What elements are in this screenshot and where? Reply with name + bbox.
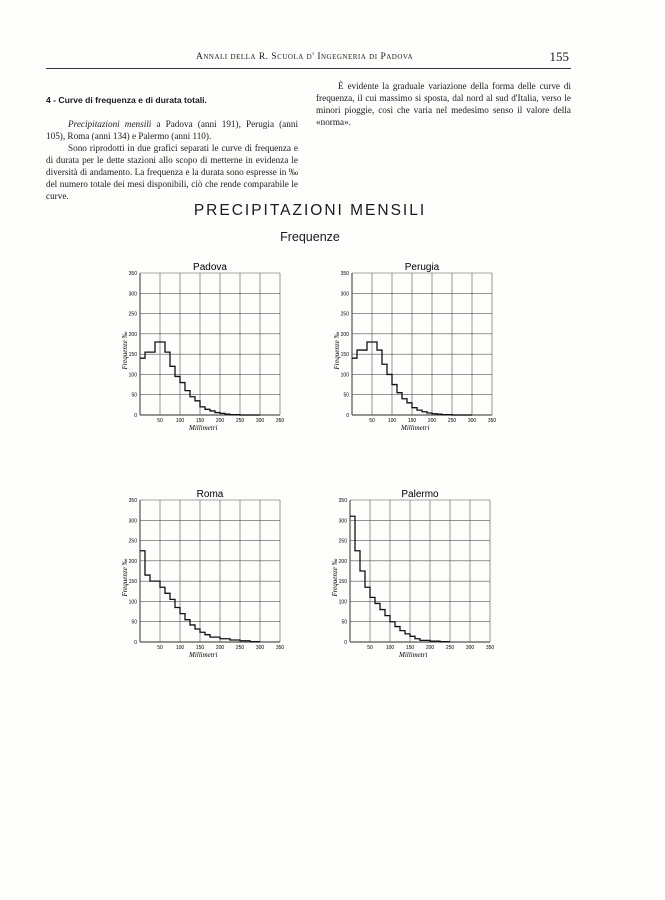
- frequency-step-line: [350, 516, 450, 641]
- y-tick-label: 150: [128, 579, 137, 586]
- y-axis-label: Frequenze ‰: [333, 331, 341, 370]
- x-tick-label: 200: [215, 418, 225, 424]
- y-tick-label: 100: [338, 599, 347, 606]
- y-tick-label: 350: [340, 271, 349, 277]
- text-column-left: [46, 94, 298, 202]
- figure-title: PRECIPITAZIONI MENSILI: [193, 202, 427, 219]
- paragraph-3: È evidente la graduale variazione della forma delle curve di frequenza, il cui massimo si sposta, dal nord al sud d'Italia, verso le minori pioggie, così che varia nel medesimo senso il valore della «norma».: [316, 81, 571, 127]
- y-tick-label: 50: [341, 619, 347, 626]
- y-tick-label: 100: [128, 599, 137, 606]
- y-tick-label: 150: [340, 352, 349, 359]
- x-tick-label: 150: [407, 418, 417, 424]
- y-tick-label: 50: [131, 619, 137, 626]
- x-tick-label: 250: [447, 418, 457, 424]
- y-tick-label: 300: [128, 518, 137, 525]
- chart-perugia: [324, 255, 504, 435]
- y-tick-label: 150: [128, 352, 137, 359]
- y-axis-label: Frequenze ‰: [331, 558, 339, 597]
- x-tick-label: 300: [255, 418, 265, 424]
- x-tick-label: 200: [215, 645, 225, 651]
- x-tick-label: 250: [445, 645, 455, 651]
- y-axis-label: Frequenze ‰: [121, 331, 129, 370]
- x-tick-label: 350: [275, 645, 285, 651]
- y-tick-label: 250: [338, 538, 347, 545]
- x-tick-label: 250: [235, 645, 245, 651]
- y-tick-label: 250: [128, 538, 137, 545]
- y-axis-label: Frequenze ‰: [121, 558, 129, 597]
- y-tick-label: 350: [338, 498, 347, 504]
- x-tick-label: 350: [487, 418, 497, 424]
- x-tick-label: 100: [175, 645, 185, 651]
- chart-title: Roma: [196, 489, 224, 500]
- y-tick-label: 300: [338, 518, 347, 525]
- chart-title: Palermo: [401, 489, 439, 500]
- x-tick-label: 150: [195, 645, 205, 651]
- y-tick-label: 50: [343, 392, 349, 399]
- y-tick-label: 300: [340, 291, 349, 298]
- chart-title: Padova: [193, 262, 227, 273]
- x-tick-label: 300: [467, 418, 477, 424]
- x-tick-label: 100: [175, 418, 185, 424]
- x-tick-label: 250: [235, 418, 245, 424]
- x-tick-label: 150: [405, 645, 415, 651]
- paragraph-1: [46, 118, 298, 142]
- y-tick-label: 100: [128, 372, 137, 379]
- x-axis-label: Millimetri: [189, 424, 218, 432]
- y-tick-label: 200: [340, 331, 349, 338]
- y-tick-label: 0: [346, 413, 349, 419]
- chart-title: Perugia: [404, 262, 440, 273]
- x-tick-label: 50: [157, 645, 163, 651]
- y-tick-label: 100: [340, 372, 349, 379]
- x-tick-label: 300: [255, 645, 265, 651]
- y-tick-label: 0: [344, 640, 347, 646]
- y-tick-label: 50: [131, 392, 137, 399]
- paragraph-1-italic: Precipitazioni mensili: [68, 119, 152, 129]
- y-tick-label: 200: [128, 558, 137, 565]
- chart-padova: [112, 255, 292, 435]
- page-number: 155: [549, 49, 569, 64]
- chart-palermo: [322, 482, 502, 662]
- y-tick-label: 250: [128, 311, 137, 318]
- x-axis-label: Millimetri: [401, 424, 430, 432]
- figure-subtitle: Frequenze: [280, 230, 340, 244]
- running-title: Annali della R. Scuola d' Ingegneria di Padova: [196, 52, 414, 62]
- x-tick-label: 100: [385, 645, 395, 651]
- chart-roma: [112, 482, 292, 662]
- x-tick-label: 200: [427, 418, 437, 424]
- x-tick-label: 350: [275, 418, 285, 424]
- y-tick-label: 0: [134, 413, 137, 419]
- section-heading: 4 - Curve di frequenza e di durata totali.: [46, 95, 207, 105]
- x-tick-label: 200: [425, 645, 435, 651]
- y-tick-label: 350: [128, 271, 137, 277]
- paragraph-1-text: a Padova (anni 191), Perugia (anni 105), Roma (anni 134) e Palermo (anni 110).: [46, 119, 298, 141]
- x-tick-label: 150: [195, 418, 205, 424]
- text-column-right: [316, 80, 571, 128]
- y-tick-label: 150: [338, 579, 347, 586]
- x-axis-label: Millimetri: [399, 651, 428, 659]
- x-tick-label: 50: [367, 645, 373, 651]
- y-tick-label: 0: [134, 640, 137, 646]
- y-tick-label: 350: [128, 498, 137, 504]
- paragraph-2: Sono riprodotti in due grafici separati le curve di frequenza e di durata per le dette stazioni allo scopo di metterne in evidenza le diversità di andamento. La frequenza e la durata sono espresse in ‰ del numero totale dei mesi disponibili, ciò che rende comparabile le curve.: [46, 143, 298, 201]
- x-axis-label: Millimetri: [189, 651, 218, 659]
- y-tick-label: 200: [128, 331, 137, 338]
- y-tick-label: 300: [128, 291, 137, 298]
- x-tick-label: 300: [465, 645, 475, 651]
- running-header: [46, 49, 571, 69]
- x-tick-label: 350: [485, 645, 495, 651]
- x-tick-label: 50: [369, 418, 375, 424]
- x-tick-label: 100: [387, 418, 397, 424]
- x-tick-label: 50: [157, 418, 163, 424]
- y-tick-label: 200: [338, 558, 347, 565]
- y-tick-label: 250: [340, 311, 349, 318]
